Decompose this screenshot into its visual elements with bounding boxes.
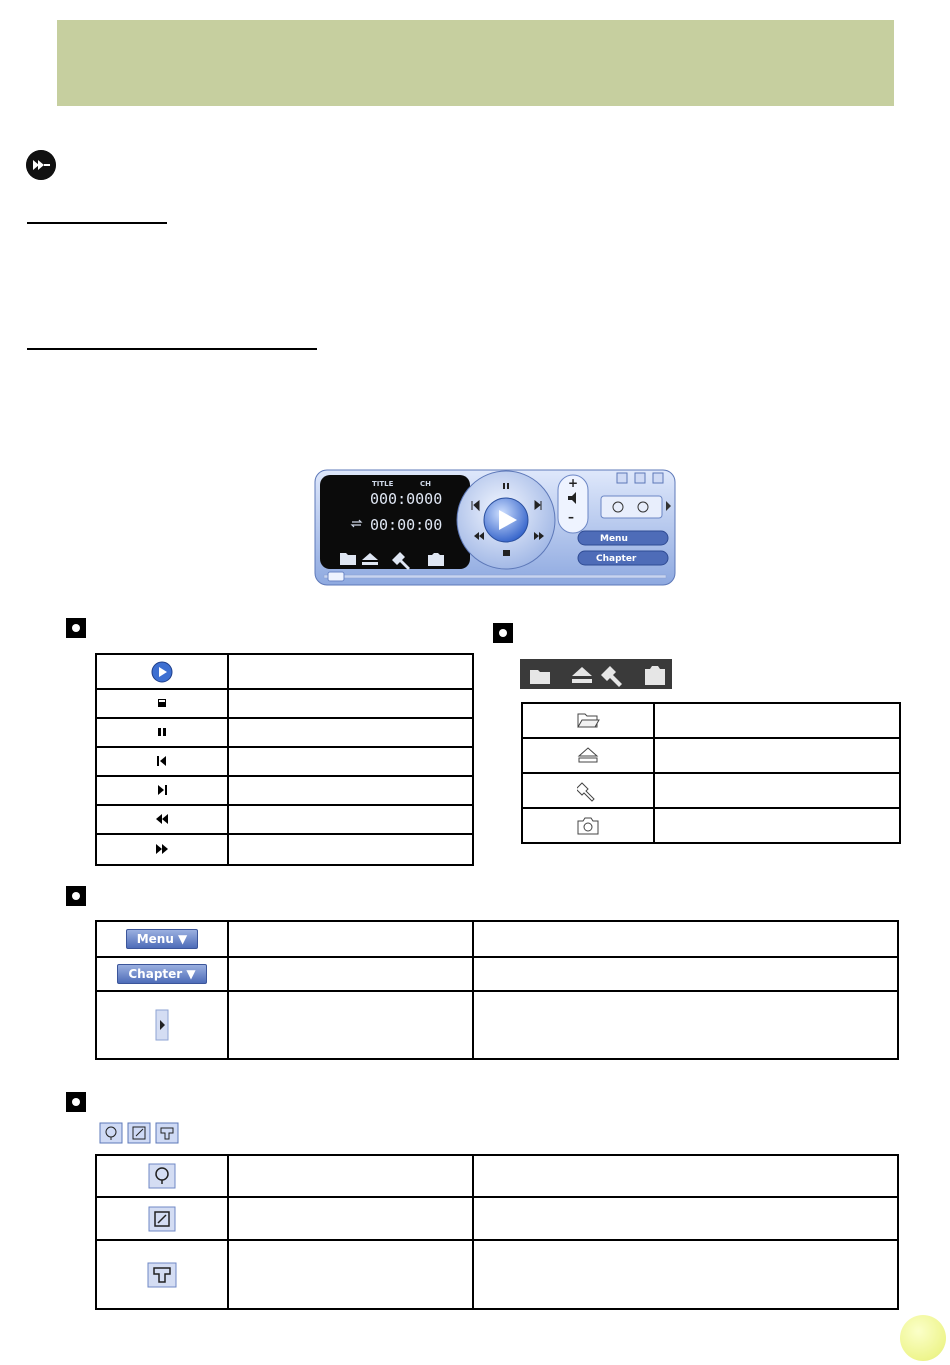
svg-text:–: – <box>568 510 574 524</box>
section-bullet-tools <box>493 623 513 643</box>
play-icon <box>151 661 173 683</box>
table-row <box>96 1197 898 1240</box>
section-bullet-playback <box>66 618 86 638</box>
table-row <box>96 834 473 865</box>
minimize-icon <box>148 1206 176 1232</box>
navigation-table <box>95 920 899 1060</box>
table-row <box>96 1155 898 1197</box>
tools-strip-image <box>520 659 672 689</box>
table-row <box>96 921 898 957</box>
window-buttons-strip <box>99 1122 179 1144</box>
table-row <box>96 654 473 689</box>
open-folder-icon <box>576 711 600 729</box>
section-bullet-window <box>66 1092 86 1112</box>
svg-text:+: + <box>568 476 579 490</box>
display-chapter-label: CH <box>420 480 431 488</box>
table-row <box>522 703 900 738</box>
strip-open-folder-icon <box>530 670 550 684</box>
help-icon <box>148 1163 176 1189</box>
stop-icon <box>157 698 167 708</box>
settings-wrench-icon <box>577 780 599 802</box>
eject-icon <box>577 746 599 764</box>
seek-slider-handle[interactable] <box>328 572 344 581</box>
expand-arrow-icon <box>155 1009 169 1041</box>
header-band <box>57 20 894 106</box>
next-icon <box>156 784 168 796</box>
pause-icon <box>157 727 167 737</box>
table-row <box>522 808 900 843</box>
table-row <box>96 689 473 718</box>
previous-icon <box>156 755 168 767</box>
table-row <box>522 773 900 808</box>
table-row <box>522 738 900 773</box>
chapter-button-sample: Chapter ▼ <box>117 964 206 984</box>
menu-button-sample: Menu ▼ <box>126 929 199 949</box>
player-control-panel <box>314 469 676 586</box>
window-controls-table <box>95 1154 899 1310</box>
heading-underline-1 <box>27 222 167 224</box>
playback-controls-table <box>95 653 474 866</box>
page-number-badge <box>900 1315 946 1361</box>
svg-text:Menu: Menu <box>600 534 628 544</box>
close-icon <box>147 1262 177 1288</box>
table-row <box>96 776 473 805</box>
note-arrow-icon <box>26 150 56 180</box>
title-counter: 000:0000 <box>370 490 443 508</box>
table-row <box>96 805 473 834</box>
display-title-label: TITLE <box>372 480 394 488</box>
table-row <box>96 957 898 991</box>
heading-underline-2 <box>27 348 317 350</box>
camera-icon <box>576 816 600 836</box>
rewind-icon <box>155 813 169 825</box>
table-row <box>96 991 898 1059</box>
fast-forward-icon <box>155 843 169 855</box>
tools-table <box>521 702 901 844</box>
table-row <box>96 1240 898 1309</box>
strip-close-icon <box>156 1123 178 1143</box>
time-counter: 00:00:00 <box>370 516 443 534</box>
table-row <box>96 747 473 776</box>
table-row <box>96 718 473 747</box>
svg-text:Chapter: Chapter <box>596 554 637 564</box>
section-bullet-navigation <box>66 886 86 906</box>
